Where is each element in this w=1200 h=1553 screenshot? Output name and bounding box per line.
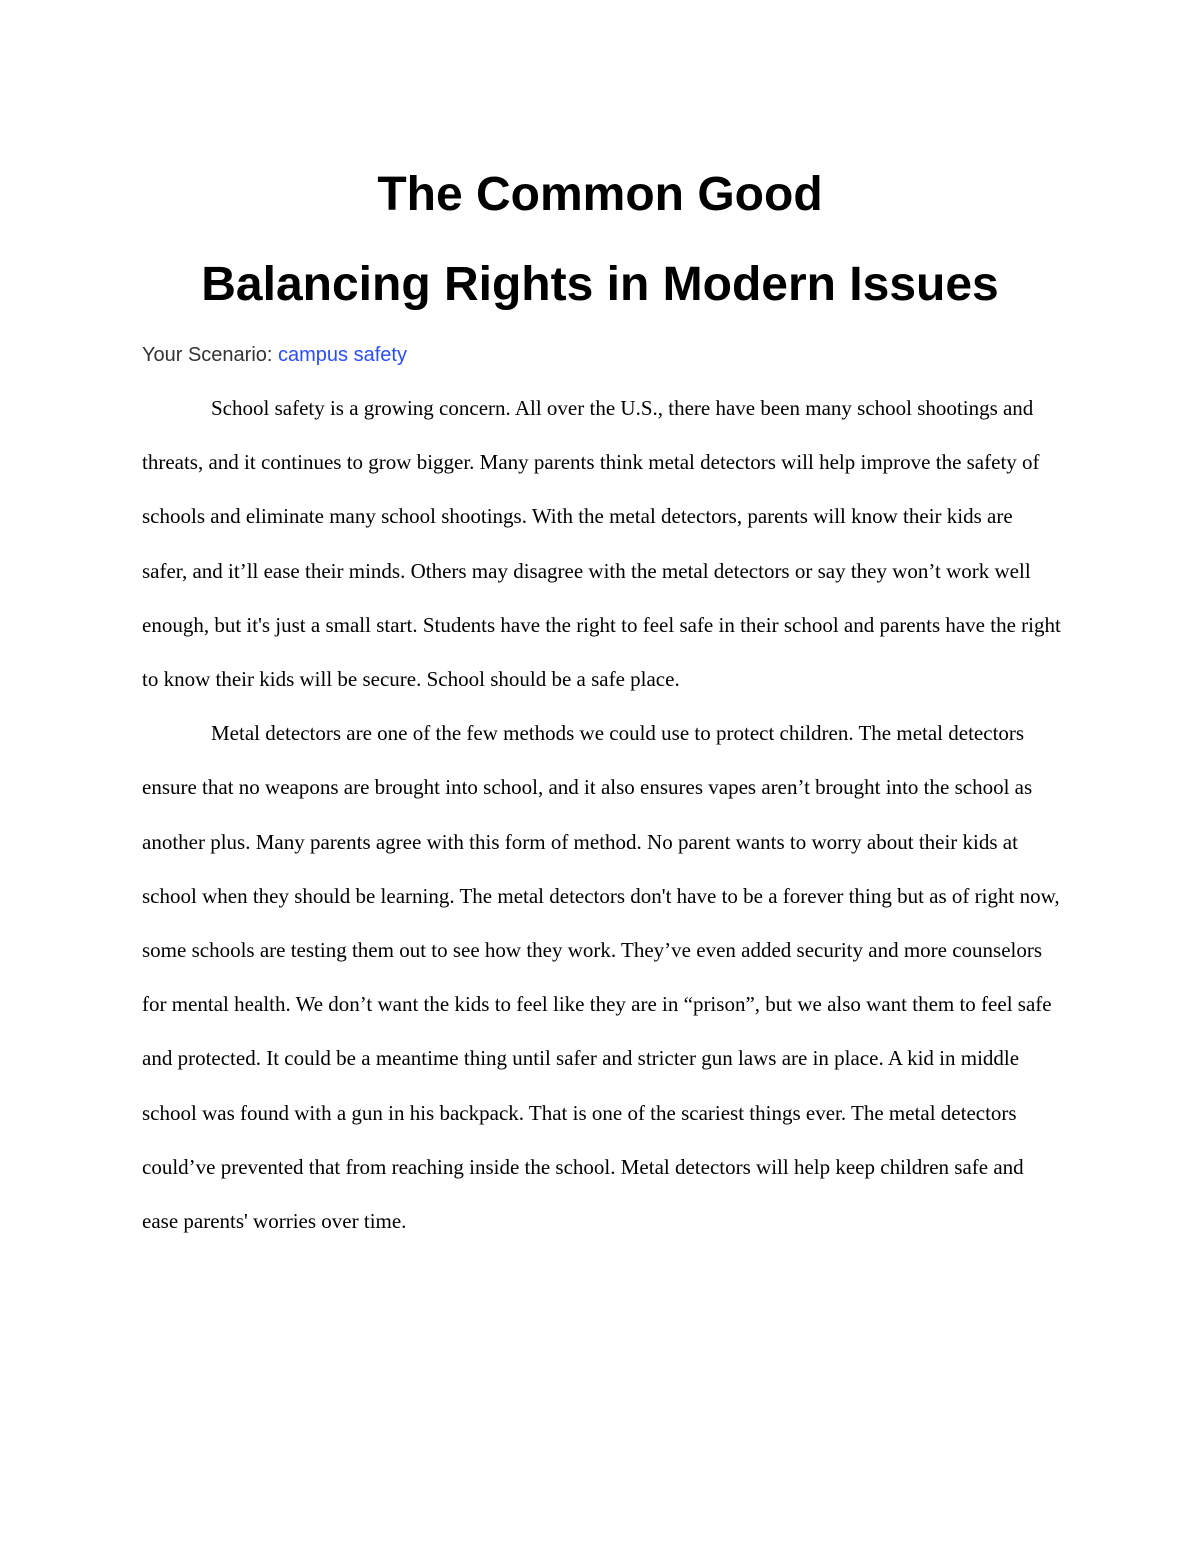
- scenario-value: campus safety: [278, 344, 407, 366]
- scenario-line: [142, 343, 407, 367]
- scenario-label: Your Scenario:: [142, 344, 279, 366]
- document-body: [142, 381, 1062, 1248]
- paragraph-1: School safety is a growing concern. All over the U.S., there have been many school shootings and threats, and it continues to grow bigger. Many parents think metal detectors will help improve the safety of schools and eliminate many school shootings. With the metal detectors, parents will know their kids are safer, and it’ll ease their minds. Others may disagree with the metal detectors or say they won’t work well enough, but it's just a small start. Students have the right to feel safe in their school and parents have the right to know their kids will be secure. School should be a safe place.: [142, 396, 1061, 692]
- paragraph-2: Metal detectors are one of the few methods we could use to protect children. The metal detectors ensure that no weapons are brought into school, and it also ensures vapes aren’t brought into the school as another plus. Many parents agree with this form of method. No parent wants to worry about their kids at school when they should be learning. The metal detectors don't have to be a forever thing but as of right now, some schools are testing them out to see how they work. They’ve even added security and more counselors for mental health. We don’t want the kids to feel like they are in “prison”, but we also want them to feel safe and protected. It could be a meantime thing until safer and stricter gun laws are in place. A kid in middle school was found with a gun in his backpack. That is one of the scariest things ever. The metal detectors could’ve prevented that from reaching inside the school. Metal detectors will help keep children safe and ease parents' worries over time.: [142, 721, 1060, 1234]
- document-subtitle: Balancing Rights in Modern Issues: [201, 258, 999, 311]
- document-title: The Common Good: [377, 168, 823, 221]
